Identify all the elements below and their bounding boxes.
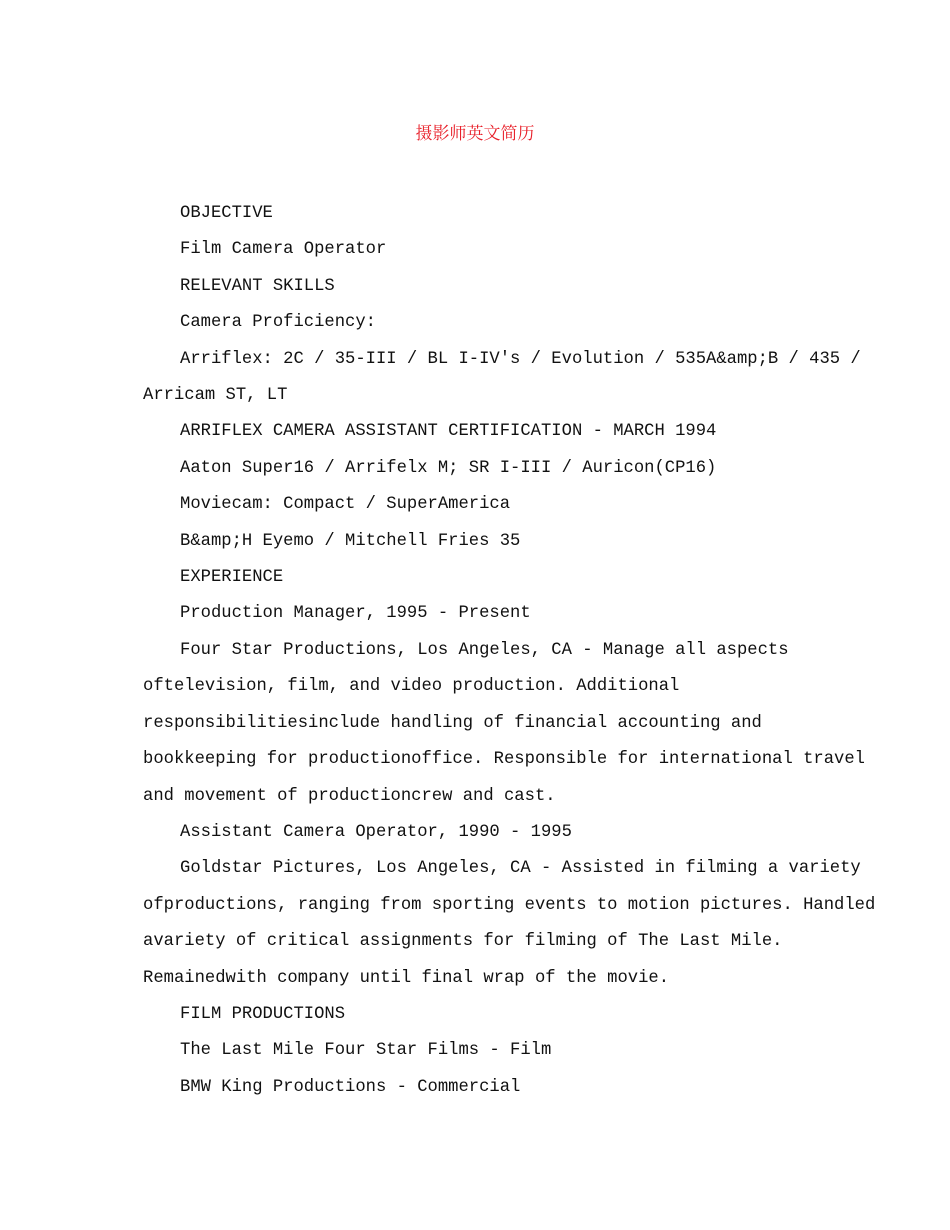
paragraph-line: Goldstar Pictures, Los Angeles, CA - Assisted in filming a variety [180,859,861,879]
paragraph-line: Assistant Camera Operator, 1990 - 1995 [180,822,572,842]
skills-aaton [143,451,823,487]
paragraph-line: responsibilitiesinclude handling of financial accounting and [143,713,762,733]
paragraph-line: FILM PRODUCTIONS [180,1004,346,1024]
paragraph-line: OBJECTIVE [180,204,273,223]
paragraph-line: B&amp;H Eyemo / Mitchell Fries 35 [180,531,521,551]
paragraph-line: The Last Mile Four Star Films - Film [180,1041,552,1061]
job-title-production-manager [143,596,823,632]
paragraph-line: Arriflex: 2C / 35-III / BL I-IV's / Evolution / 535A&amp;B / 435 / [180,349,861,369]
objective-text [143,232,823,268]
production-last-mile [143,1033,823,1069]
paragraph-line: Camera Proficiency: [180,313,376,333]
paragraph-line: Film Camera Operator [180,240,387,260]
job-description-goldstar [143,851,876,997]
paragraph-line: ARRIFLEX CAMERA ASSISTANT CERTIFICATION - MARCH 1994 [180,422,717,442]
paragraph-line: ofproductions, ranging from sporting events to motion pictures. Handled [143,895,876,915]
paragraph-line: BMW King Productions - Commercial [180,1077,521,1097]
production-bmw [143,1070,823,1106]
subheading-camera-proficiency [143,305,823,341]
paragraph-line: Moviecam: Compact / SuperAmerica [180,495,511,515]
paragraph-line: RELEVANT SKILLS [180,276,335,296]
skills-certification [143,414,823,450]
section-heading-relevant-skills [143,269,823,305]
paragraph-line: avariety of critical assignments for filming of The Last Mile. [143,932,783,952]
resume-body [143,196,876,1106]
paragraph-line: Aaton Super16 / Arrifelx M; SR I-III / Auricon(CP16) [180,458,717,478]
paragraph-line: Remainedwith company until final wrap of the movie. [143,968,670,988]
job-description-four-star [143,633,865,815]
paragraph-line: oftelevision, film, and video production. Additional [143,677,680,697]
skills-eyemo [143,524,823,560]
skills-arriflex [143,342,861,415]
paragraph-line: EXPERIENCE [180,568,284,588]
job-title-assistant-camera [143,815,823,851]
paragraph-line: Four Star Productions, Los Angeles, CA - Manage all aspects [180,640,789,660]
section-heading-experience [143,560,823,596]
skills-moviecam [143,487,823,523]
paragraph-line: bookkeeping for productionoffice. Responsible for international travel [143,750,865,770]
section-heading-film-productions [143,997,823,1033]
paragraph-line: and movement of productioncrew and cast. [143,786,556,806]
document-title: 摄影师英文简历 [415,124,535,144]
section-heading-objective [143,196,823,232]
paragraph-line: Arricam ST, LT [143,386,288,406]
paragraph-line: Production Manager, 1995 - Present [180,604,531,624]
